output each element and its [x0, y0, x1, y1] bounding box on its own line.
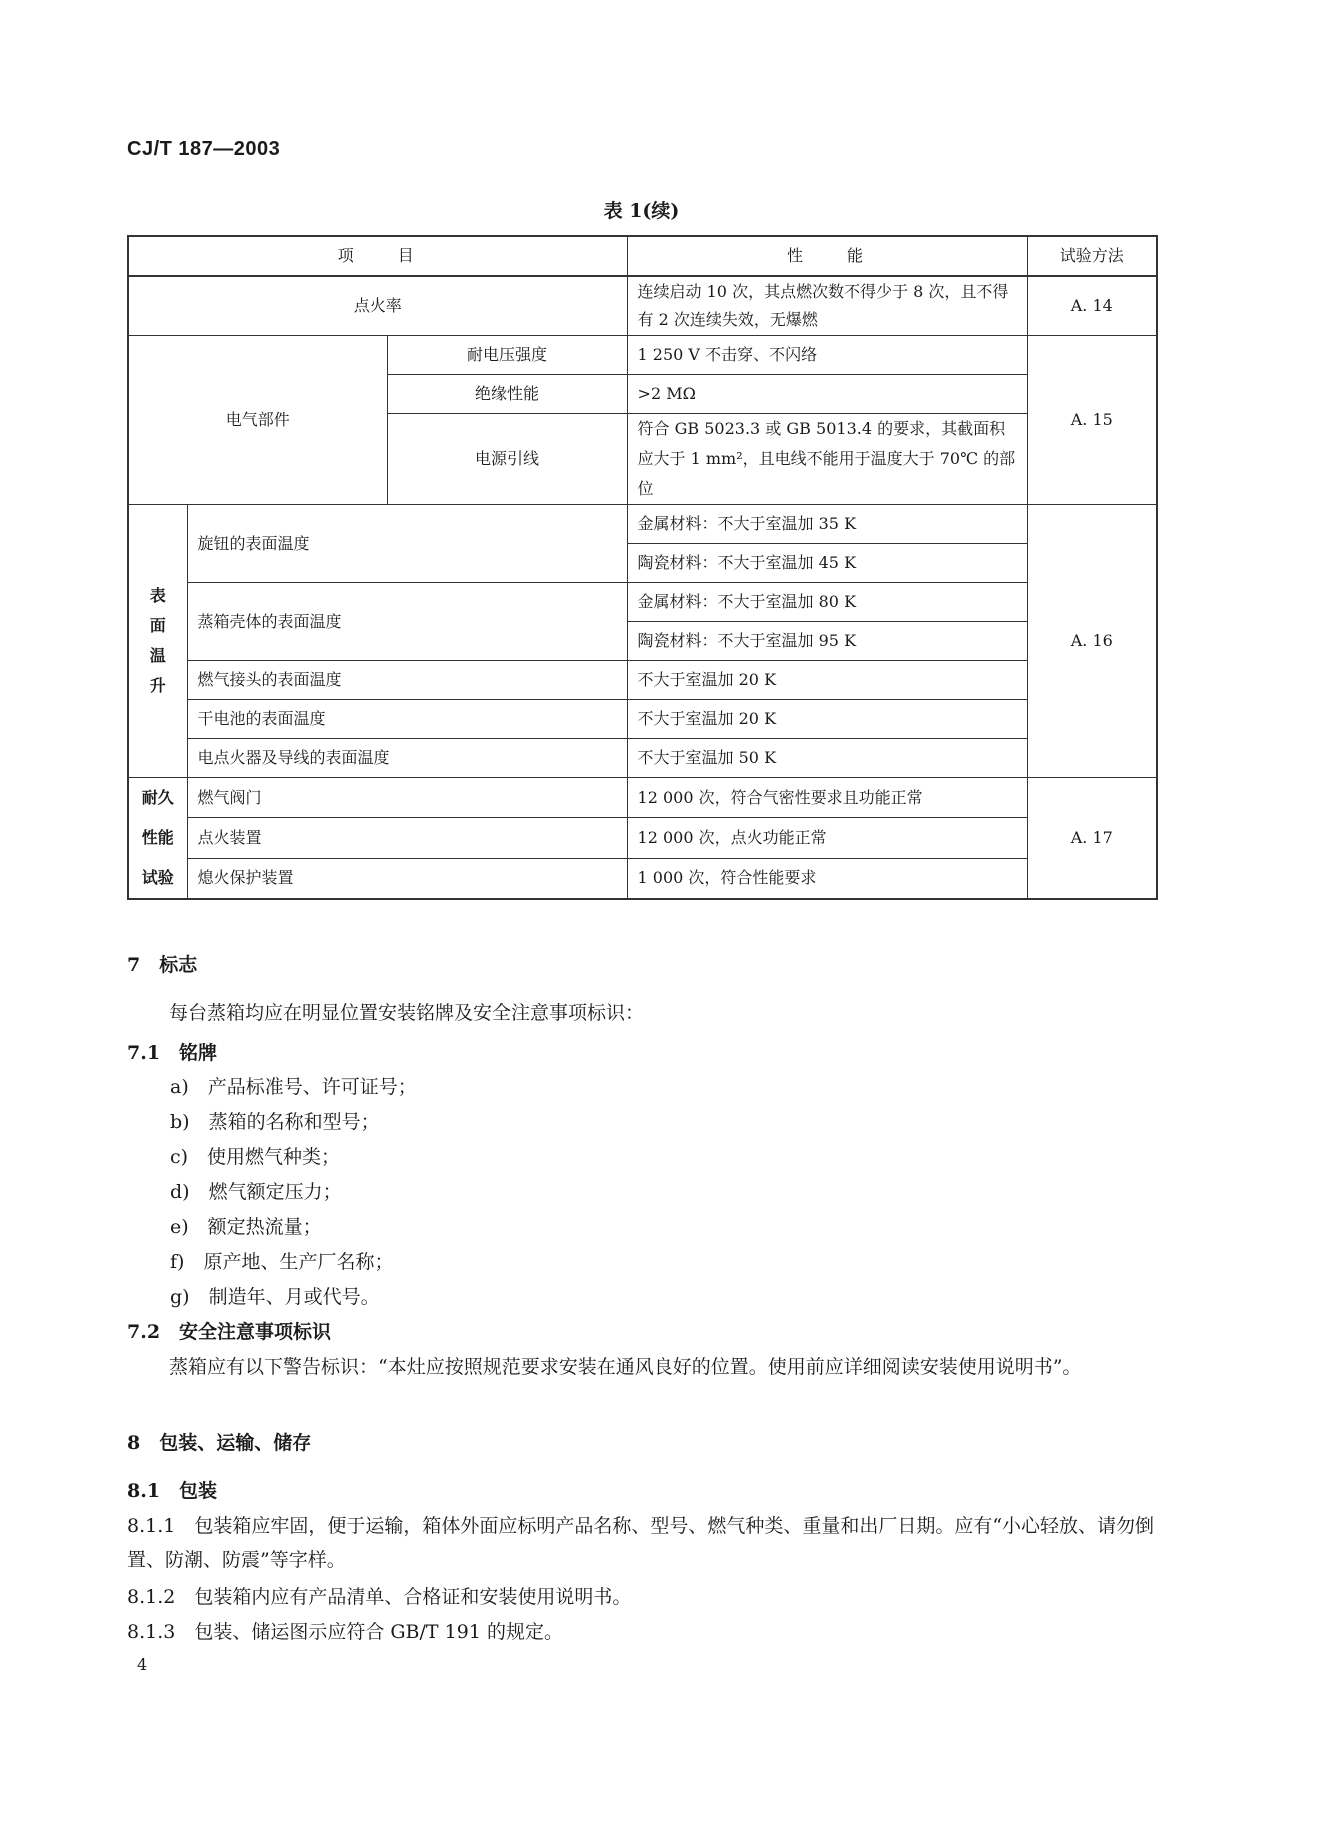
cell-item: 熄火保护装置: [187, 858, 627, 899]
header-item: 项 目: [128, 236, 627, 276]
table-row: [128, 858, 1157, 899]
list-item: c) 使用燃气种类；: [170, 1146, 341, 1168]
list-item: f) 原产地、生产厂名称；: [170, 1251, 394, 1273]
section-8-heading: 8 包装、运输、储存: [127, 1432, 312, 1454]
cell-performance: 1 000 次，符合性能要求: [627, 858, 1027, 899]
table-row: [128, 276, 1157, 336]
table-caption: 表 1(续): [603, 200, 680, 222]
section-8-1-3: 8.1.3 包装、储运图示应符合 GB/T 191 的规定。: [127, 1621, 563, 1643]
table-row: [128, 739, 1157, 778]
section-7-2-text: 蒸箱应有以下警告标识：“本灶应按照规范要求安装在通风良好的位置。使用前应详细阅读安装使用说明书”。: [169, 1356, 1082, 1378]
cell-performance: 金属材料：不大于室温加 35 K: [627, 505, 1027, 544]
cell-performance: 连续启动 10 次，其点燃次数不得少于 8 次，且不得有 2 次连续失效，无爆燃: [627, 276, 1027, 336]
cell-method: A. 17: [1027, 778, 1157, 900]
cell-method: A. 15: [1027, 336, 1157, 505]
section-7-intro: 每台蒸箱均应在明显位置安装铭牌及安全注意事项标识：: [169, 1002, 645, 1024]
cell-item: 蒸箱壳体的表面温度: [187, 583, 627, 661]
cell-item: 绝缘性能: [387, 375, 627, 414]
list-item: d) 燃气额定压力；: [170, 1181, 342, 1203]
cell-performance: 不大于室温加 50 K: [627, 739, 1027, 778]
table-header-row: [128, 236, 1157, 276]
group-durability: [128, 778, 187, 900]
cell-performance: 金属材料：不大于室温加 80 K: [627, 583, 1027, 622]
spec-table: [127, 235, 1158, 900]
cell-performance: 符合 GB 5023.3 或 GB 5013.4 的要求，其截面积应大于 1 mm²，且电线不能用于温度大于 70℃ 的部位: [627, 414, 1027, 505]
table-row: [128, 700, 1157, 739]
cell-performance: 陶瓷材料：不大于室温加 95 K: [627, 622, 1027, 661]
cell-method: A. 16: [1027, 505, 1157, 778]
section-8-1-1: 8.1.1 包装箱应牢固，便于运输，箱体外面应标明产品名称、型号、燃气种类、重量和出厂日期。应有“小心轻放、请勿倒置、防潮、防震”等字样。: [127, 1515, 1155, 1571]
cell-item: 干电池的表面温度: [187, 700, 627, 739]
list-item: b) 蒸箱的名称和型号；: [170, 1111, 380, 1133]
cell-item: 耐电压强度: [387, 336, 627, 375]
list-item: e) 额定热流量；: [170, 1216, 322, 1238]
cell-item: 电源引线: [387, 414, 627, 505]
cell-performance: 1 250 V 不击穿、不闪络: [627, 336, 1027, 375]
section-8-1-2: 8.1.2 包装箱内应有产品清单、合格证和安装使用说明书。: [127, 1586, 632, 1608]
group-electric: 电气部件: [128, 336, 387, 505]
header-method: 试验方法: [1027, 236, 1157, 276]
cell-item: 旋钮的表面温度: [187, 505, 627, 583]
group-surface: [128, 505, 187, 778]
cell-performance: 陶瓷材料：不大于室温加 45 K: [627, 544, 1027, 583]
section-7-1-heading: 7.1 铭牌: [127, 1042, 218, 1064]
page-number: 4: [137, 1655, 148, 1674]
section-7-2-heading: 7.2 安全注意事项标识: [127, 1321, 332, 1343]
group-surface-label: 表面温升: [149, 586, 166, 695]
cell-item: 电点火器及导线的表面温度: [187, 739, 627, 778]
section-8-1-heading: 8.1 包装: [127, 1480, 218, 1502]
cell-item: 点火装置: [187, 818, 627, 858]
cell-method: A. 14: [1027, 276, 1157, 336]
table-row: [128, 505, 1157, 544]
cell-performance: 12 000 次，点火功能正常: [627, 818, 1027, 858]
cell-performance: 12 000 次，符合气密性要求且功能正常: [627, 778, 1027, 818]
header-performance: 性 能: [627, 236, 1027, 276]
cell-item: 点火率: [128, 276, 627, 336]
table-row: [128, 818, 1157, 858]
cell-performance: 不大于室温加 20 K: [627, 661, 1027, 700]
list-item: a) 产品标准号、许可证号；: [170, 1076, 417, 1098]
cell-performance: >2 MΩ: [627, 375, 1027, 414]
list-item: g) 制造年、月或代号。: [170, 1286, 380, 1308]
section-7-heading: 7 标志: [127, 954, 198, 976]
cell-item: 燃气接头的表面温度: [187, 661, 627, 700]
table-row: [128, 583, 1157, 622]
table-row: [128, 661, 1157, 700]
table-row: [128, 778, 1157, 818]
cell-item: 燃气阀门: [187, 778, 627, 818]
standard-code: CJ/T 187—2003: [127, 138, 281, 160]
cell-performance: 不大于室温加 20 K: [627, 700, 1027, 739]
group-durability-label: 耐久性能试验: [141, 788, 174, 887]
table-row: [128, 336, 1157, 375]
